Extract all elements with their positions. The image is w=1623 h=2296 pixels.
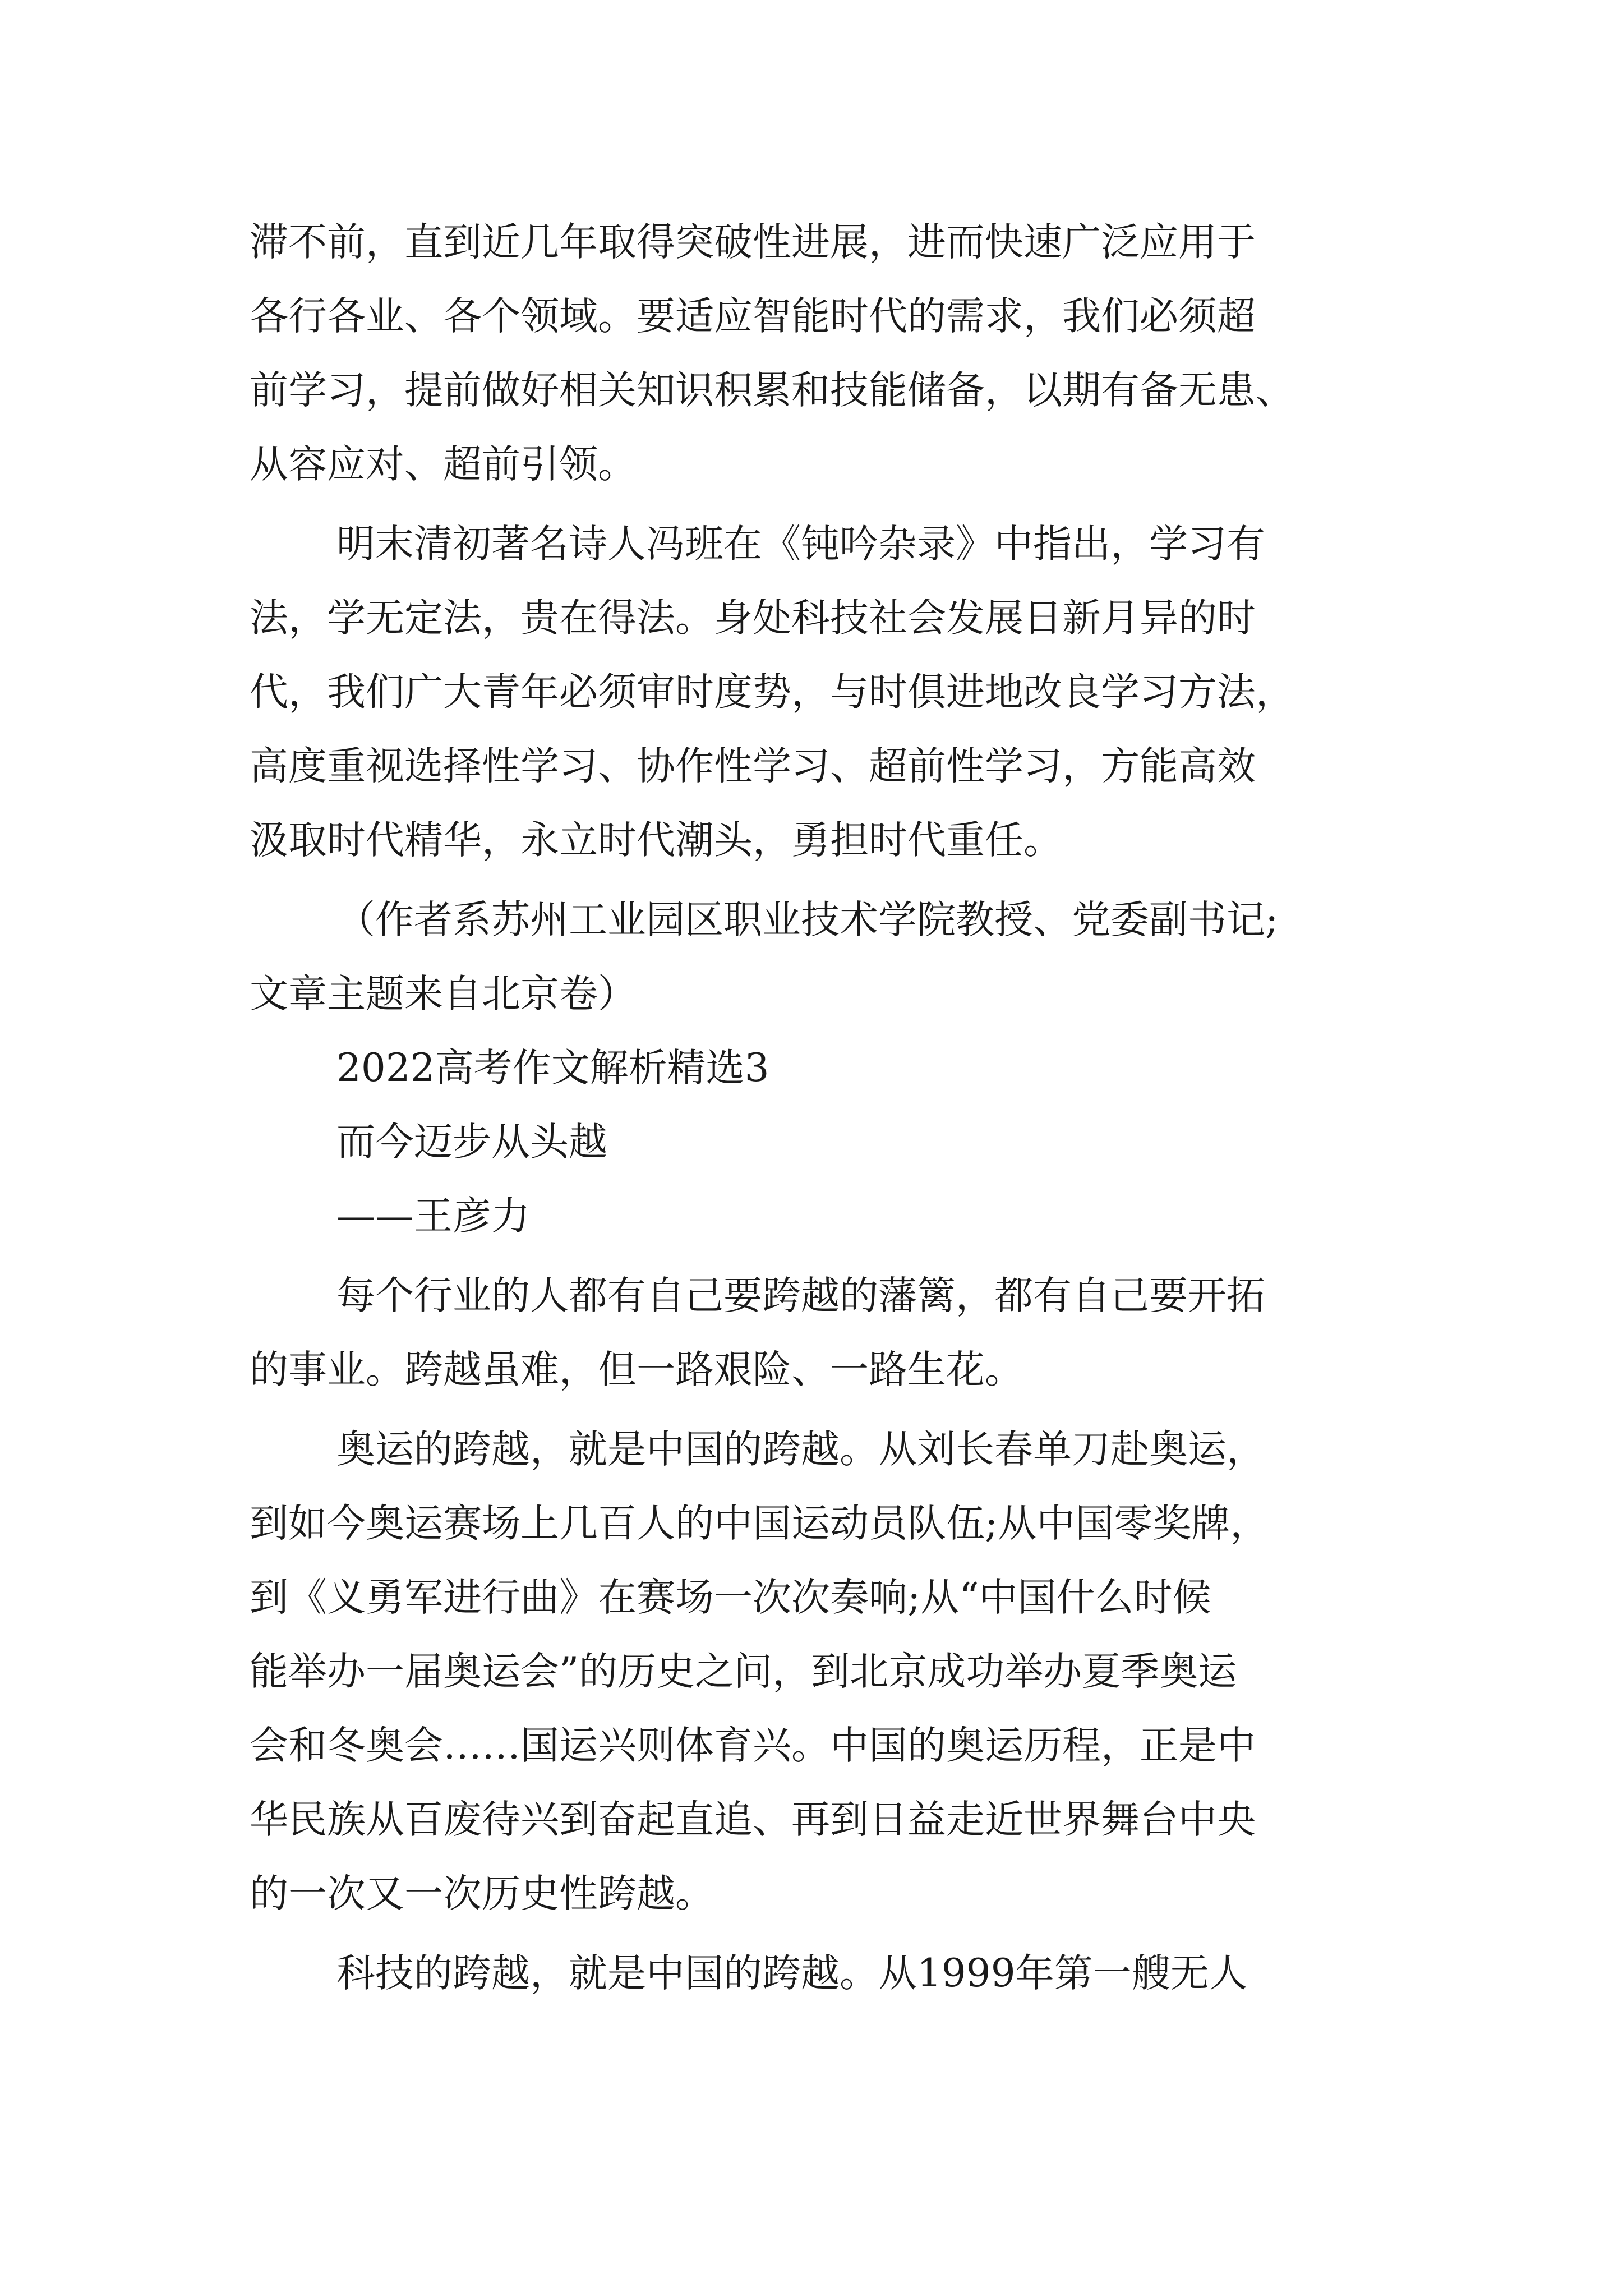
text-line: 法，学无定法，贵在得法。身处科技社会发展日新月异的时 xyxy=(250,596,1256,641)
text-line: 每个行业的人都有自己要跨越的藩篱，都有自己要开拓 xyxy=(336,1273,1265,1318)
text-line: 从容应对、超前引领。 xyxy=(250,442,637,487)
text-line: 的一次又一次历史性跨越。 xyxy=(250,1871,714,1916)
author-note: 文章主题来自北京卷） xyxy=(250,972,637,1016)
text-line: 高度重视选择性学习、协作性学习、超前性学习，方能高效 xyxy=(250,744,1256,789)
text-line: 华民族从百废待兴到奋起直追、再到日益走近世界舞台中央 xyxy=(250,1797,1256,1842)
text-line: 能举办一届奥运会”的历史之问，到北京成功举办夏季奥运 xyxy=(250,1649,1237,1694)
text-line: 的事业。跨越虽难，但一路艰险、一路生花。 xyxy=(250,1347,1023,1392)
text-line: 科技的跨越，就是中国的跨越。从1999年第一艘无人 xyxy=(336,1951,1248,1996)
author-note: （作者系苏州工业园区职业技术学院教授、党委副书记; xyxy=(336,898,1279,942)
section-heading: 2022高考作文解析精选3 xyxy=(336,1046,769,1091)
text-line: 奥运的跨越，就是中国的跨越。从刘长春单刀赴奥运， xyxy=(336,1427,1265,1472)
text-line: 各行各业、各个领域。要适应智能时代的需求，我们必须超 xyxy=(250,294,1256,339)
text-line: 到如今奥运赛场上几百人的中国运动员队伍;从中国零奖牌， xyxy=(250,1501,1269,1546)
text-line: 明末清初著名诗人冯班在《钝吟杂录》中指出，学习有 xyxy=(336,522,1265,567)
text-line: 到《义勇军进行曲》在赛场一次次奏响;从“中国什么时候 xyxy=(250,1575,1211,1620)
article-title: 而今迈步从头越 xyxy=(336,1120,607,1165)
text-line: 汲取时代精华，永立时代潮头，勇担时代重任。 xyxy=(250,818,1062,863)
text-line: 会和冬奥会……国运兴则体育兴。中国的奥运历程，正是中 xyxy=(250,1723,1256,1768)
article-author: ——王彦力 xyxy=(336,1194,530,1239)
text-line: 前学习，提前做好相关知识积累和技能储备，以期有备无患、 xyxy=(250,368,1294,413)
text-line: 代，我们广大青年必须审时度势，与时俱进地改良学习方法， xyxy=(250,670,1294,715)
text-line: 滞不前，直到近几年取得突破性进展，进而快速广泛应用于 xyxy=(250,220,1256,265)
